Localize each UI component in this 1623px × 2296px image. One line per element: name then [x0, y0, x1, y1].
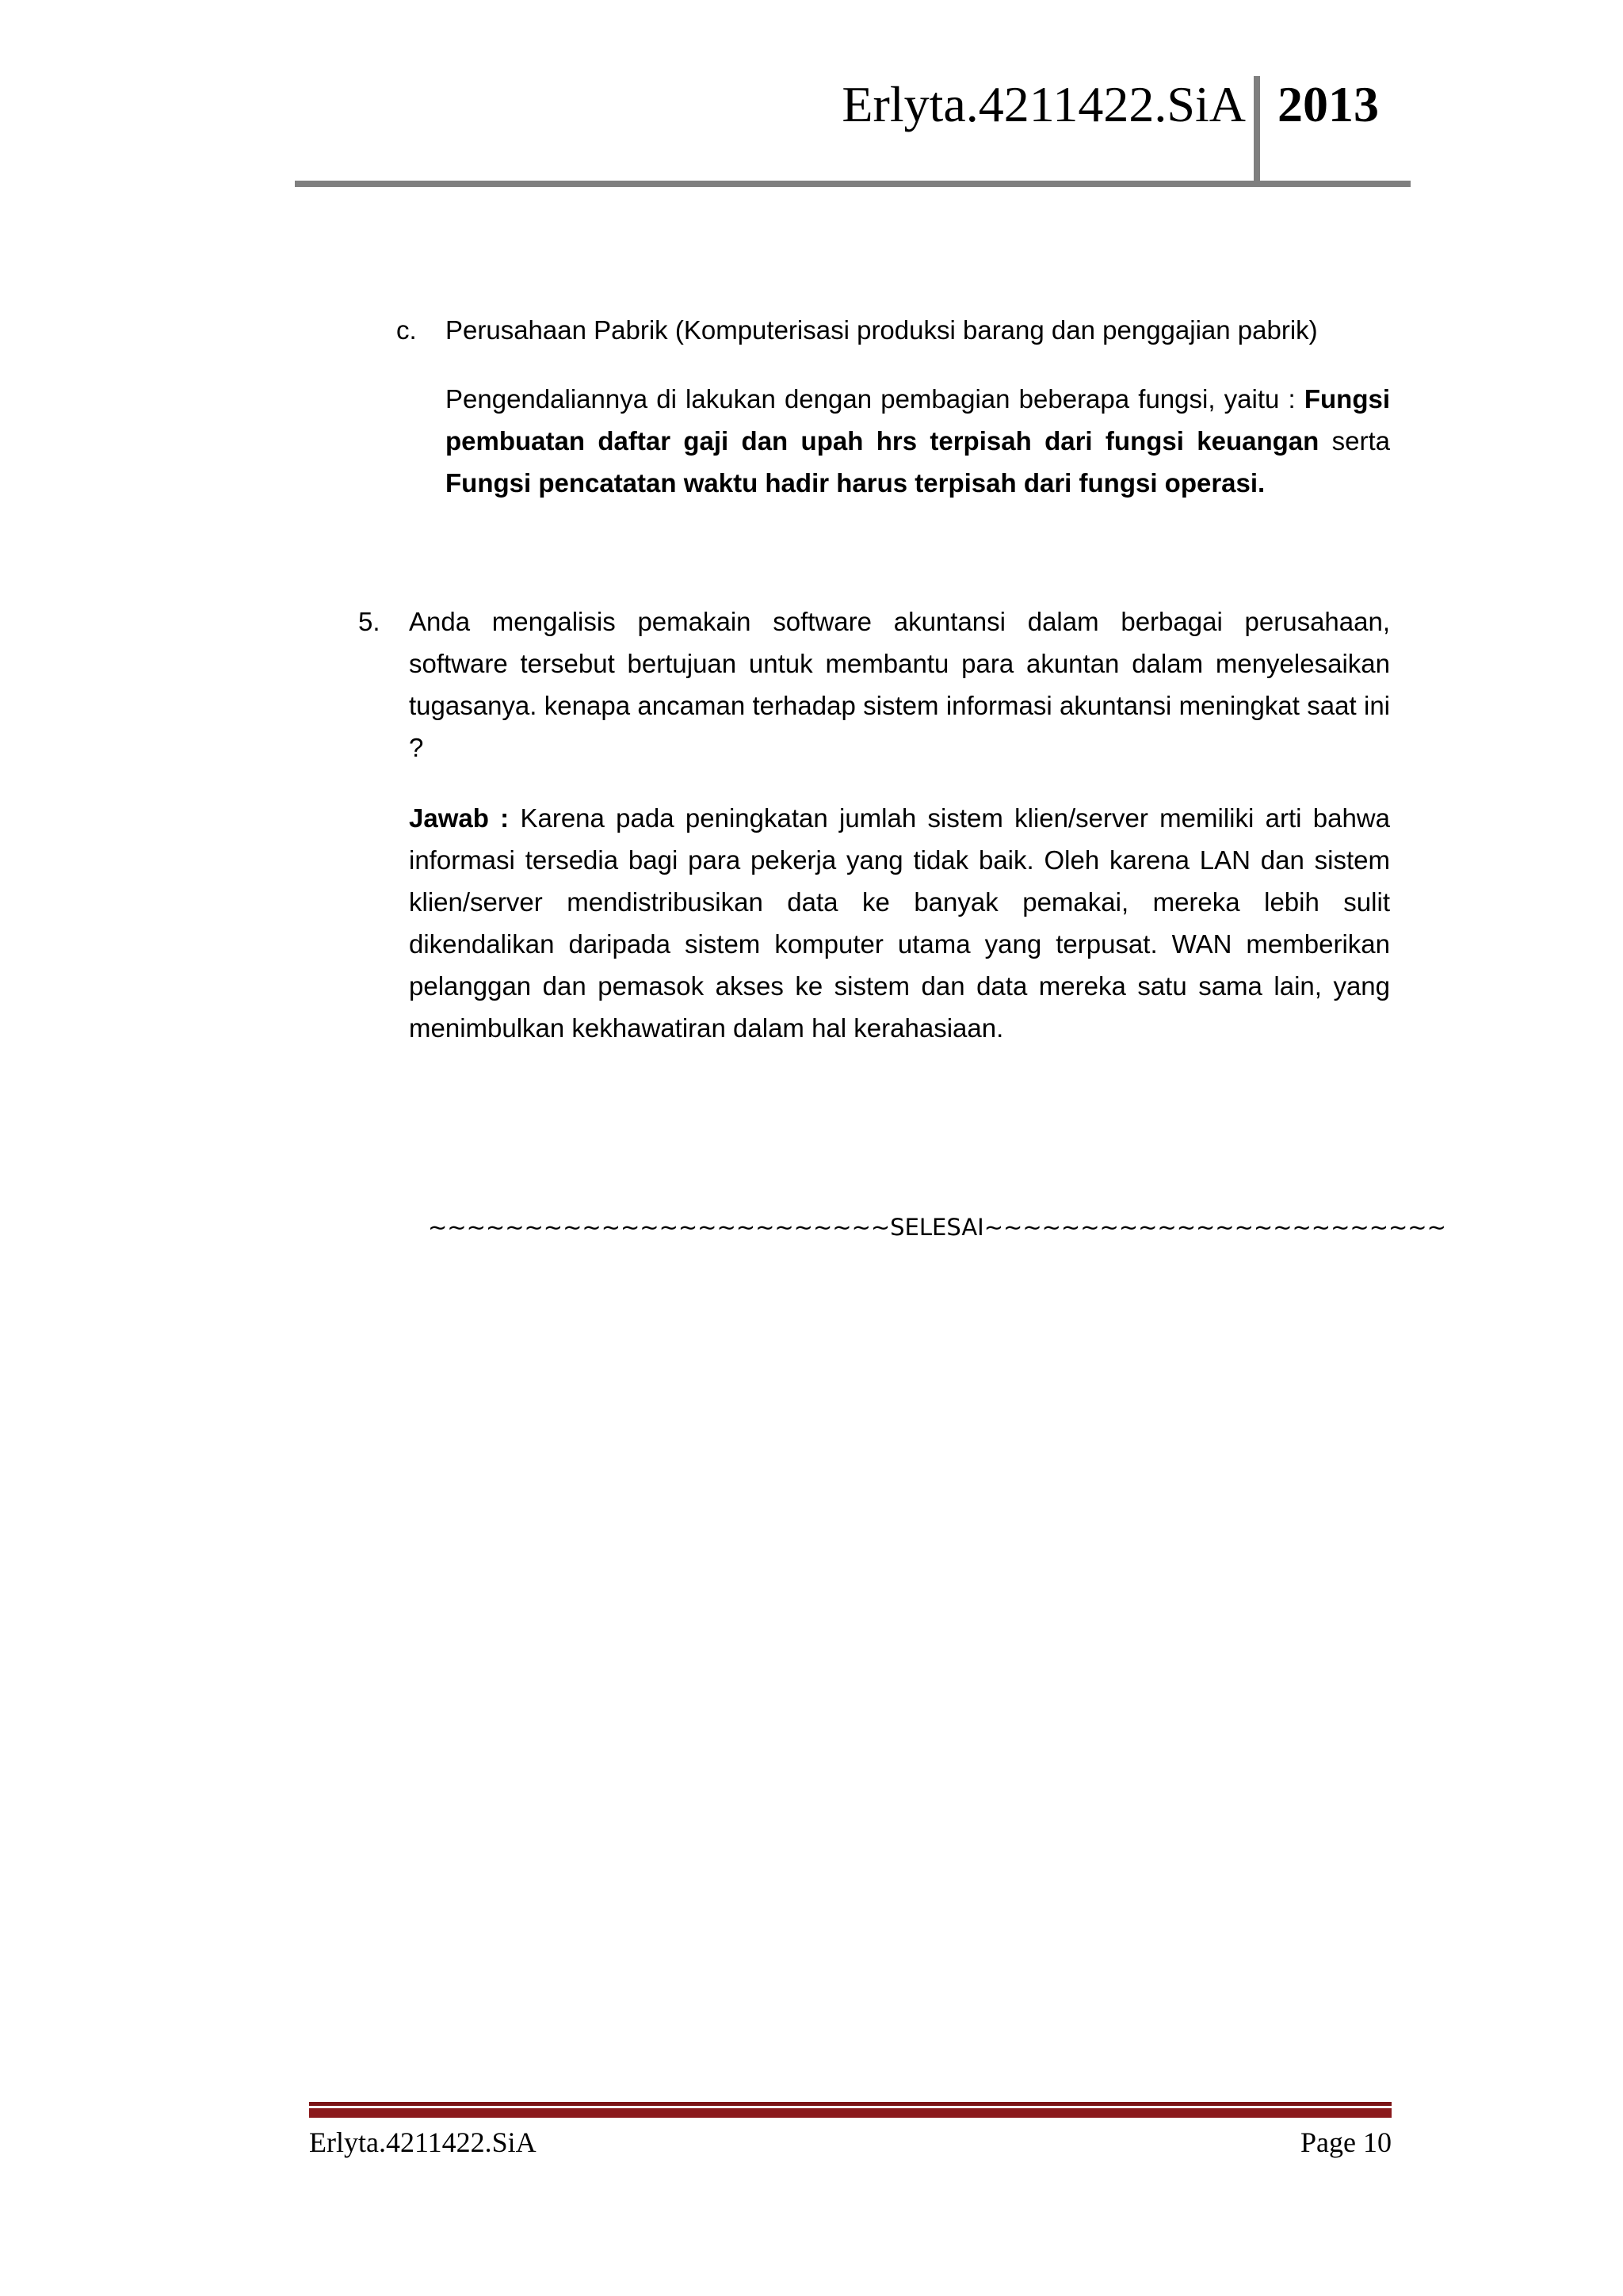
section-c-title: Perusahaan Pabrik (Komputerisasi produksi barang dan penggajian pabrik)	[445, 315, 1318, 345]
section-c-join: serta	[1319, 426, 1390, 456]
answer-label: Jawab :	[409, 803, 510, 833]
footer-left-text: Erlyta.4211422.SiA	[309, 2126, 537, 2158]
footer-rule-thin	[309, 2102, 1392, 2106]
header-year: 2013	[1277, 76, 1379, 132]
section-c-intro: Pengendaliannya di lakukan dengan pembagian beberapa fungsi, yaitu :	[445, 384, 1304, 414]
section-c-bold-1: Fungsi pembuatan daftar gaji dan upah hrs terpisah dari fungsi keuangan	[445, 384, 1390, 456]
header-divider-vertical	[1254, 76, 1260, 185]
header-title: Erlyta.4211422.SiA	[842, 76, 1246, 132]
section-c-body	[445, 378, 1390, 504]
footer-page-number: Page 10	[1300, 2126, 1392, 2158]
answer-text: Karena pada peningkatan jumlah sistem klien/server memiliki arti bahwa informasi tersedia bagi para pekerja yang tidak baik. Oleh karena LAN dan sistem klien/server mendistribusikan data ke banyak pemakai, mereka lebih sulit dikendalikan daripada sistem komputer utama yang terpusat. WAN memberikan pelanggan dan pemasok akses ke sistem dan data mereka satu sama lain, yang menimbulkan kekhawatiran dalam hal kerahasiaan.	[409, 803, 1390, 1043]
list-marker-c: c.	[396, 315, 417, 345]
section-c-bold-2: Fungsi pencatatan waktu hadir harus terpisah dari fungsi operasi.	[445, 468, 1266, 498]
question-5-answer	[409, 797, 1390, 1049]
closing-line: ~~~~~~~~~~~~~~~~~~~~~~~~SELESAI~~~~~~~~~~~~~~~~~~~~~~~~	[428, 1214, 1446, 1241]
list-marker-5: 5.	[358, 607, 380, 636]
header-divider-horizontal	[295, 181, 1411, 187]
question-5-text: Anda mengalisis pemakain software akuntansi dalam berbagai perusahaan, software tersebut bertujuan untuk membantu para akuntan dalam menyelesaikan tugasanya. kenapa ancaman terhadap sistem informasi akuntansi meningkat saat ini ?	[409, 607, 1390, 762]
footer-rule-thick	[309, 2108, 1392, 2118]
